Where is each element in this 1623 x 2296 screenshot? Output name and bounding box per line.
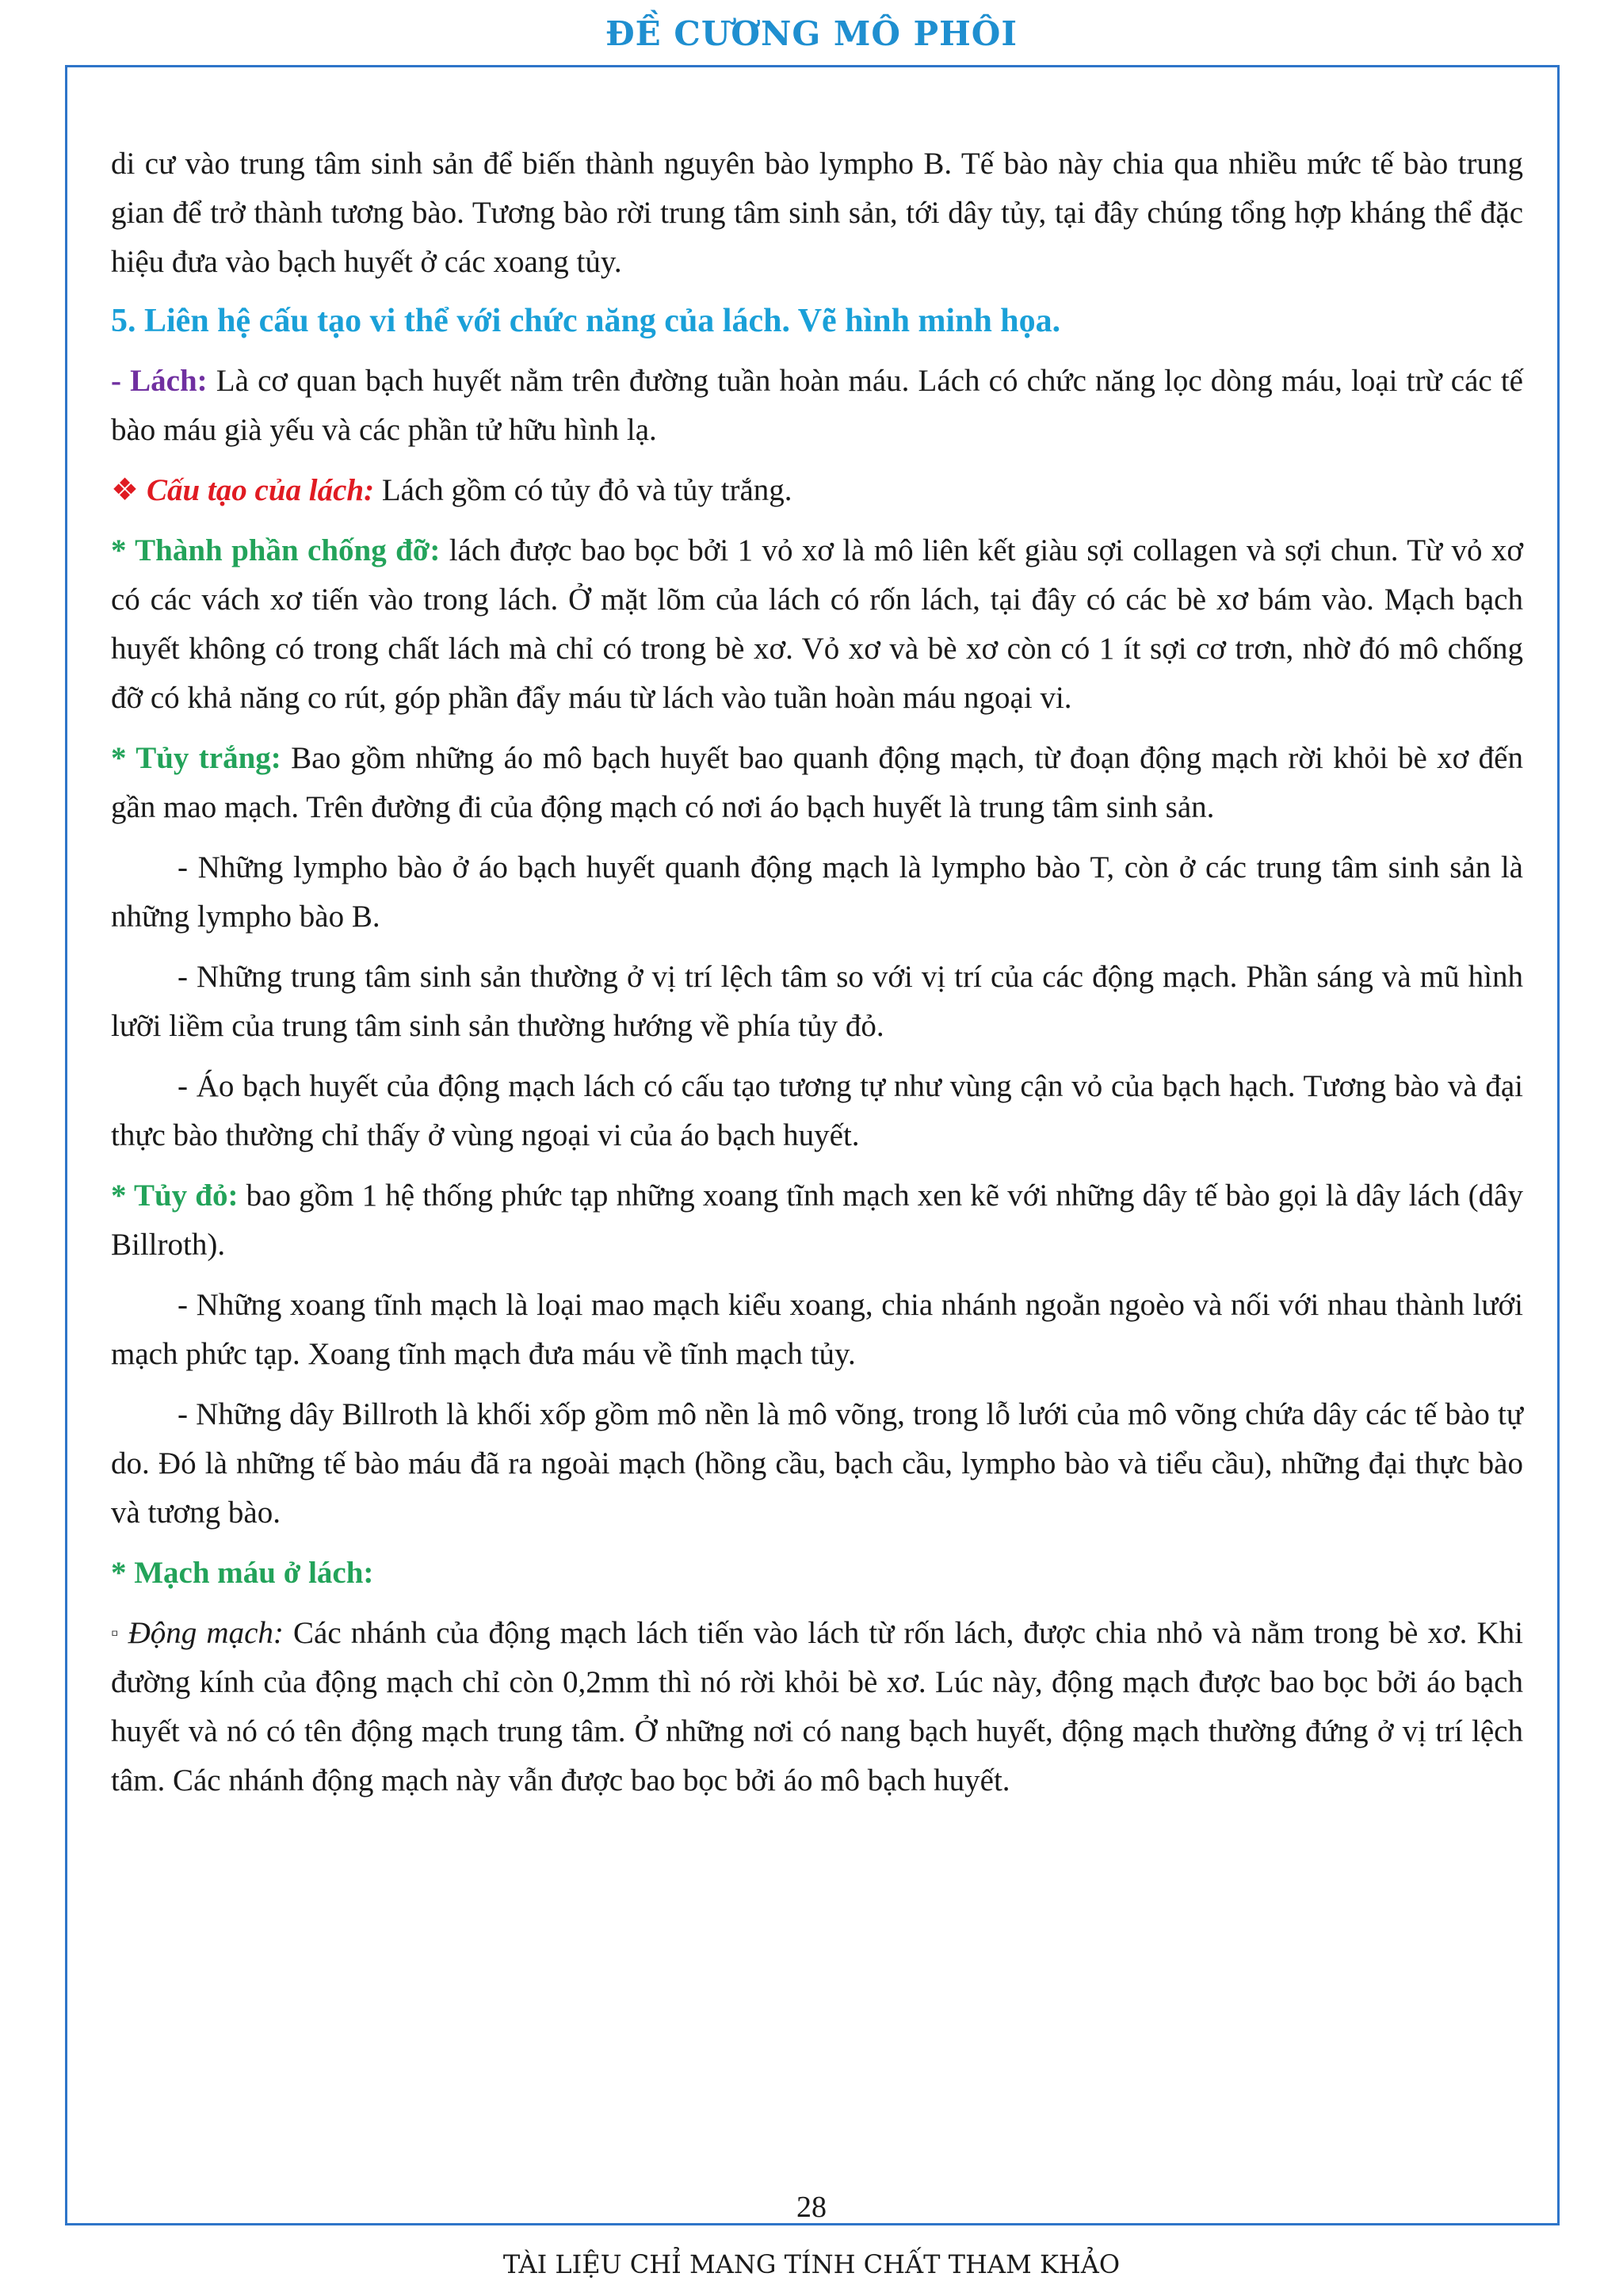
paragraph-tuy-do-2: - Những dây Billroth là khối xốp gồm mô nền là mô võng, trong lỗ lưới của mô võng chứa dây các tế bào tự do. Đó là những tế bào máu đã ra ngoài mạch (hồng cầu, bạch cầu, lympho bào và tiểu cầu), những đại thực bào và tương bào. bbox=[111, 1397, 1523, 1530]
chong-do-label: * Thành phần chống đỡ: bbox=[111, 533, 441, 567]
lach-label: - Lách: bbox=[111, 364, 208, 398]
page-number: 28 bbox=[796, 2191, 827, 2224]
lach-text: Là cơ quan bạch huyết nằm trên đường tuần hoàn máu. Lách có chức năng lọc dòng máu, loại trừ các tế bào máu già yếu và các phần tử hữu hình lạ. bbox=[111, 364, 1523, 447]
footer-note: TÀI LIỆU CHỈ MANG TÍNH CHẤT THAM KHẢO bbox=[502, 2249, 1121, 2279]
tuy-trang-text: Bao gồm những áo mô bạch huyết bao quanh động mạch, từ đoạn động mạch rời khỏi bè xơ đến gần mao mạch. Trên đường đi của động mạch có nơi áo bạch huyết là trung tâm sinh sản. bbox=[111, 741, 1523, 824]
paragraph-tuy-trang-1: - Những lympho bào ở áo bạch huyết quanh động mạch là lympho bào T, còn ở các trung tâm sinh sản là những lympho bào B. bbox=[111, 850, 1523, 934]
paragraph-chong-do bbox=[111, 526, 1523, 723]
mach-mau-label: * Mạch máu ở lách: bbox=[111, 1556, 374, 1590]
header-title: ĐỀ CƯƠNG MÔ PHÔI bbox=[605, 14, 1018, 53]
tuy-do-text: bao gồm 1 hệ thống phức tạp những xoang tĩnh mạch xen kẽ với những dây tế bào gọi là dây lách (dây Billroth). bbox=[111, 1179, 1523, 1262]
paragraph-lach bbox=[111, 357, 1523, 455]
paragraph-tuy-do bbox=[111, 1171, 1523, 1270]
dong-mach-text: Các nhánh của động mạch lách tiến vào lách từ rốn lách, được chia nhỏ và nằm trong bè xơ. Khi đường kính của động mạch chỉ còn 0,2mm thì nó rời khỏi bè xơ. Lúc này, động mạch được bao bọc bởi áo bạch huyết và nó có tên động mạch trung tâm. Ở những nơi có nang bạch huyết, động mạch thường đứng ở vị trí lệch tâm. Các nhánh động mạch này vẫn được bao bọc bởi áo mô bạch huyết. bbox=[111, 1616, 1523, 1797]
dong-mach-label: Động mạch: bbox=[128, 1616, 284, 1650]
square-bullet-icon: ▫ bbox=[111, 1622, 120, 1645]
cau-tao-label: Cấu tạo của lách: bbox=[146, 473, 375, 507]
tuy-trang-label: * Tủy trắng: bbox=[111, 741, 281, 775]
chong-do-text: lách được bao bọc bởi 1 vỏ xơ là mô liên kết giàu sợi collagen và sợi chun. Từ vỏ xơ có các vách xơ tiến vào trong lách. Ở mặt lõm của lách có rốn lách, tại đây có các bè xơ bám vào. Mạch bạch huyết không có trong chất lách mà chỉ có trong bè xơ. Vỏ xơ và bè xơ còn có 1 ít sợi cơ trơn, nhờ đó mô chống đỡ có khả năng co rút, góp phần đẩy máu từ lách vào tuần hoàn máu ngoại vi. bbox=[111, 533, 1523, 715]
paragraph-mach-mau bbox=[111, 1549, 1523, 1598]
paragraph-intro: di cư vào trung tâm sinh sản để biến thành nguyên bào lympho B. Tế bào này chia qua nhiều mức tế bào trung gian để trở thành tương bào. Tương bào rời trung tâm sinh sản, tới dây tủy, tại đây chúng tổng hợp kháng thể đặc hiệu đưa vào bạch huyết ở các xoang tủy. bbox=[111, 147, 1523, 279]
diamond-bullet-icon: ❖ bbox=[111, 473, 139, 507]
cau-tao-text: Lách gồm có tủy đỏ và tủy trắng. bbox=[374, 473, 792, 507]
paragraph-dong-mach bbox=[111, 1609, 1523, 1805]
main-content bbox=[111, 139, 1523, 1805]
section-heading: 5. Liên hệ cấu tạo vi thể với chức năng của lách. Vẽ hình minh họa. bbox=[111, 303, 1061, 339]
paragraph-tuy-do-1: - Những xoang tĩnh mạch là loại mao mạch kiểu xoang, chia nhánh ngoằn ngoèo và nối với nhau thành lưới mạch phức tạp. Xoang tĩnh mạch đưa máu về tĩnh mạch tủy. bbox=[111, 1288, 1523, 1371]
paragraph-cau-tao bbox=[111, 466, 1523, 515]
paragraph-tuy-trang-2: - Những trung tâm sinh sản thường ở vị trí lệch tâm so với vị trí của các động mạch. Phần sáng và mũ hình lưỡi liềm của trung tâm sinh sản thường hướng về phía tủy đỏ. bbox=[111, 960, 1523, 1043]
tuy-do-label: * Tủy đỏ: bbox=[111, 1179, 239, 1213]
paragraph-tuy-trang-3: - Áo bạch huyết của động mạch lách có cấu tạo tương tự như vùng cận vỏ của bạch hạch. Tương bào và đại thực bào thường chỉ thấy ở vùng ngoại vi của áo bạch huyết. bbox=[111, 1069, 1523, 1152]
paragraph-tuy-trang bbox=[111, 734, 1523, 832]
